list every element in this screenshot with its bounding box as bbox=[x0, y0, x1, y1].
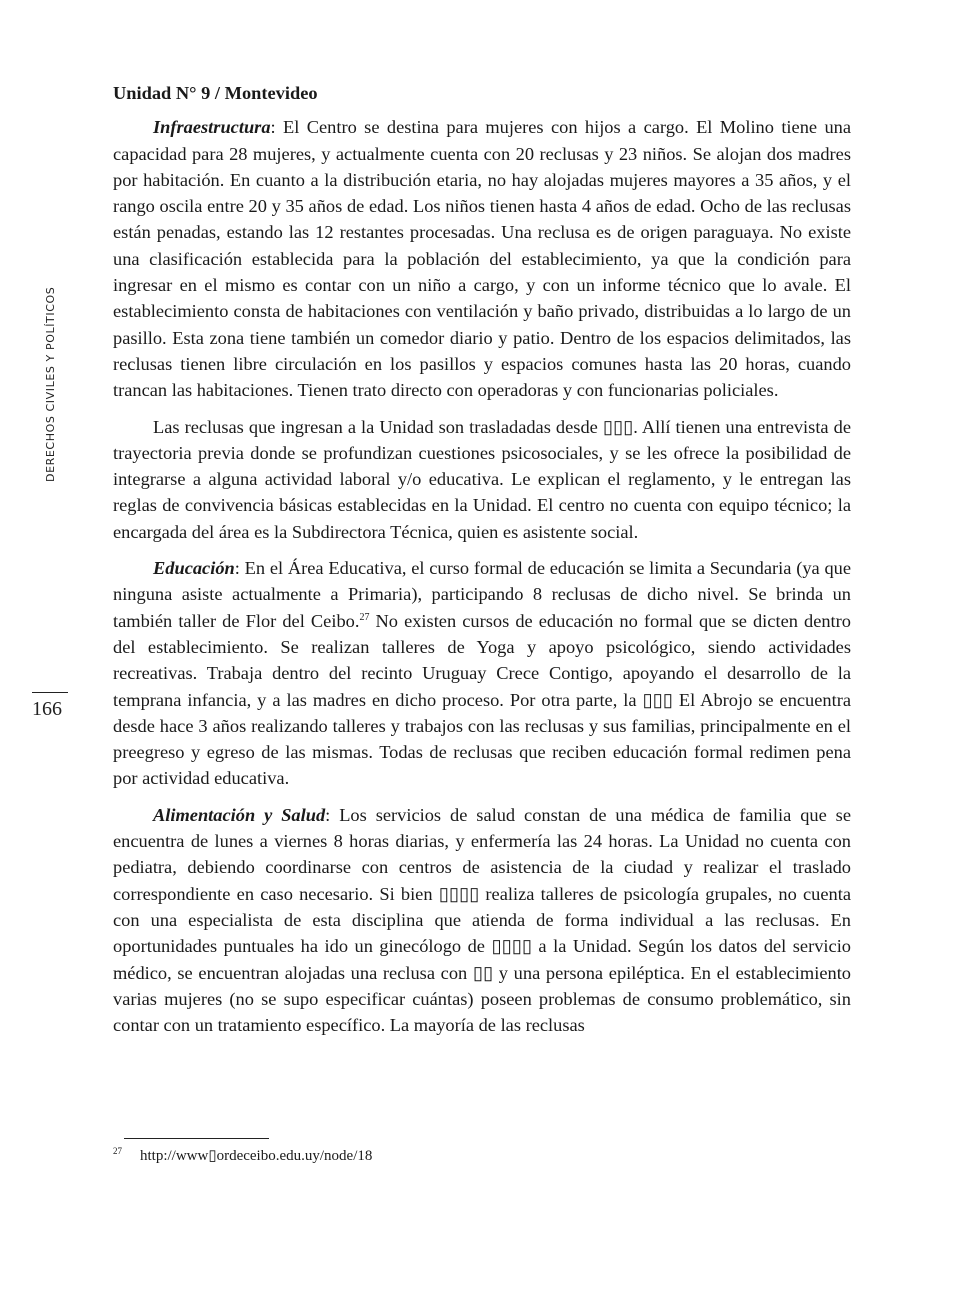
footnote-reference[interactable]: 27 bbox=[359, 611, 370, 623]
footnote-number: 27 bbox=[113, 1146, 122, 1156]
paragraph-text: : El Centro se destina para mujeres con hijos a cargo. El Molino tiene una capacidad para 28 mujeres, y actualmente cuenta con 20 reclusas y 23 niños. Se alojan dos madres por habitación. En cuanto a la distribución etaria, no hay alojadas mujeres mayores a 35 años, y el rango oscila entre 20 y 35 años de edad. Los niños tienen hasta 4 años de edad. Ocho de las reclusas están penadas, estando las 12 restantes procesadas. Una reclusa es de origen paraguaya. No existe una clasificación establecida para la población del establecimiento, ya que la condición para ingresar en el mismo es contar con un niño a cargo, y con un informe técnico que lo avale. El establecimiento consta de habitaciones con ventilación y baño privado, distribuidas a lo largo de un pasillo. Esta zona tiene también un comedor diario y patio. Dentro de los espacios delimitados, las reclusas tienen libre circulación en los pasillos y espacios comunes hasta las 20 horas, cuando trancan las habitaciones. Tienen trato directo con operadoras y con funcionarias policiales. bbox=[113, 117, 851, 401]
paragraph-ingreso bbox=[113, 414, 851, 545]
footnote-rule bbox=[124, 1138, 269, 1139]
paragraph-lead: Alimentación y Salud bbox=[153, 804, 326, 825]
paragraph-text: : Los servicios de salud constan de una médica de familia que se encuentra de lunes a viernes 8 horas diarias, y enfermería las 24 horas. La Unidad no cuenta con pediatra, debiendo coordinarse con centros de asistencia de la ciudad y realizar el traslado correspondiente en caso necesario. Si bien ▯▯▯▯ realiza talleres de psicología grupales, no cuenta con una especialista de esta disciplina que atienda de forma individual a las reclusas. En oportunidades puntuales ha ido un ginecólogo de ▯▯▯▯ a la Unidad. Según los datos del servicio médico, se encuentran alojadas una reclusa con ▯▯ y una persona epiléptica. En el establecimiento varias mujeres (no se supo especificar cuántas) poseen problemas de consumo problemático, sin contar con un tratamiento específico. La mayoría de las reclusas bbox=[113, 804, 851, 1036]
running-side-header: DERECHOS CIVILES Y POLÍTICOS bbox=[44, 286, 57, 482]
footnote bbox=[113, 1146, 372, 1165]
body-text bbox=[113, 80, 851, 1048]
paragraph-alimentacion-salud bbox=[113, 802, 851, 1039]
paragraph-infraestructura bbox=[113, 114, 851, 403]
footnote-link[interactable]: http://www▯ordeceibo.edu.uy/node/18 bbox=[140, 1148, 373, 1164]
page-number-rule bbox=[32, 692, 68, 693]
paragraph-text: Las reclusas que ingresan a la Unidad son trasladadas desde ▯▯▯. Allí tienen una entrevista de trayectoria previa donde se profundizan cuestiones psicosociales, y se les ofrece la posibilidad de integrarse a alguna actividad laboral y/o educativa. Le explican el reglamento, y le entregan las reglas de convivencia básicas establecidas en la Unidad. El centro no cuenta con equipo técnico; la encargada del área es la Subdirectora Técnica, quien es asistente social. bbox=[113, 416, 851, 542]
section-heading: Unidad N° 9 / Montevideo bbox=[113, 83, 318, 103]
paragraph-text: No existen cursos de educación no formal que se dicten dentro del establecimiento. Se realizan talleres de Yoga y apoyo psicológico, siendo actividades recreativas. Trabaja dentro del recinto Uruguay Crece Contigo, apoyando el desarrollo de la temprana infancia, y a las madres en dicho proceso. Por otra parte, la ▯▯▯ El Abrojo se encuentra desde hace 3 años realizando talleres y trabajos con las reclusas y sus familias, principalmente en el preegreso y egreso de las mismas. Todas de reclusas que reciben educación formal redimen pena por actividad educativa. bbox=[113, 610, 851, 789]
paragraph-text: : En el Área Educativa, el curso formal de educación se limita a Secundaria (ya que ninguna asiste actualmente a Primaria), participando 8 reclusas de dicho nivel. Se brinda un también taller de Flor del Ceibo. bbox=[113, 558, 851, 631]
page-number: 166 bbox=[32, 698, 62, 720]
paragraph-lead: Educación bbox=[153, 558, 235, 579]
paragraph-educacion bbox=[113, 555, 851, 792]
paragraph-lead: Infraestructura bbox=[153, 117, 271, 138]
